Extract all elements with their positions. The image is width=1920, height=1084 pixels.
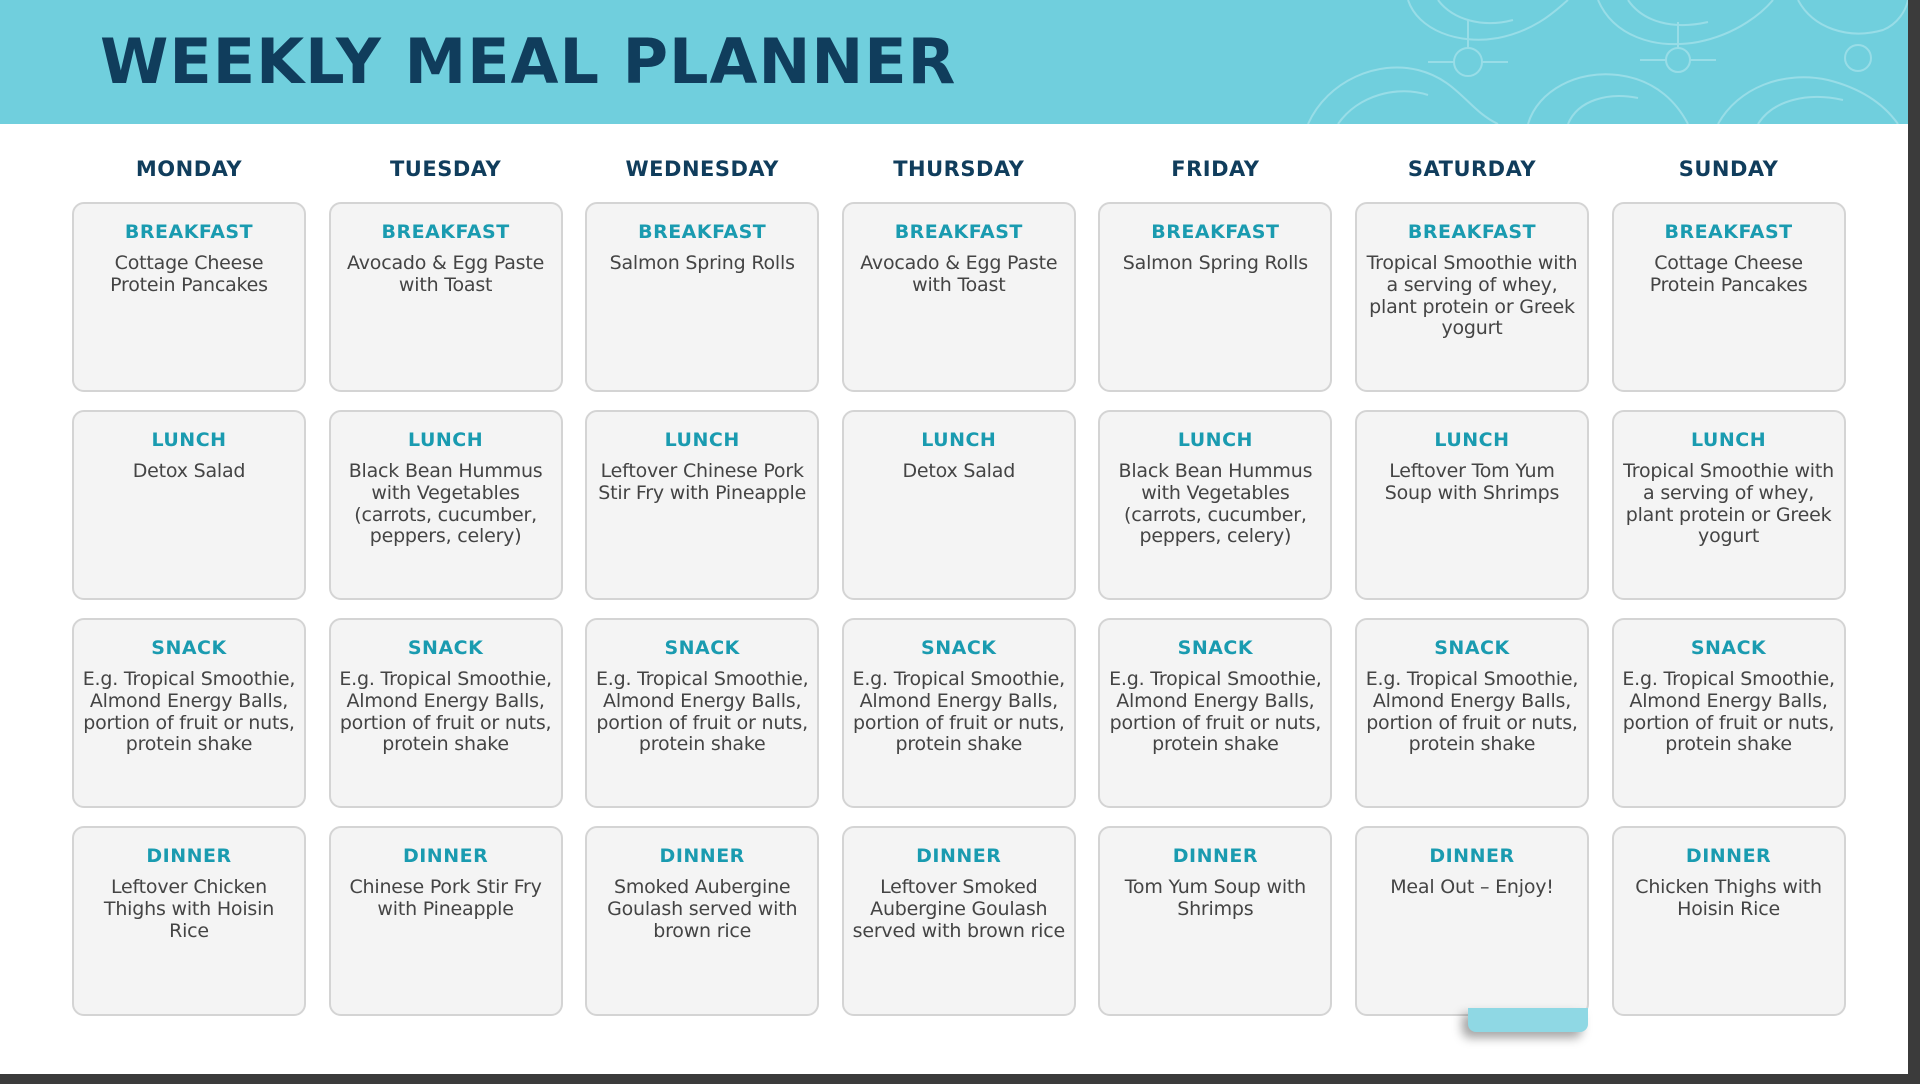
day-heading: SUNDAY (1678, 157, 1779, 181)
meal-card-breakfast (1355, 202, 1589, 392)
meal-label: DINNER (1429, 845, 1515, 867)
meal-card-snack (842, 618, 1076, 808)
meal-description: E.g. Tropical Smoothie, Almond Energy Balls, portion of fruit or nuts, protein shake (595, 668, 809, 756)
meal-card-dinner (72, 826, 306, 1016)
meal-description: Salmon Spring Rolls (1122, 252, 1308, 274)
meal-card-breakfast (1612, 202, 1846, 392)
meal-label: BREAKFAST (1151, 221, 1280, 243)
day-heading: FRIDAY (1171, 157, 1260, 181)
meal-grid (72, 154, 1844, 1034)
meal-description: Cottage Cheese Protein Pancakes (110, 252, 268, 296)
meal-description: Black Bean Hummus with Vegetables (carrots, cucumber, peppers, celery) (348, 460, 543, 548)
day-column-sunday (1612, 154, 1846, 1034)
meal-label: LUNCH (151, 429, 227, 451)
meal-description: E.g. Tropical Smoothie, Almond Energy Balls, portion of fruit or nuts, protein shake (82, 668, 296, 756)
meal-description: Detox Salad (132, 460, 246, 482)
day-column-monday (72, 154, 306, 1034)
meal-card-dinner (842, 826, 1076, 1016)
meal-label: SNACK (407, 637, 484, 659)
meal-description: E.g. Tropical Smoothie, Almond Energy Balls, portion of fruit or nuts, protein shake (339, 668, 552, 756)
meal-description: Smoked Aubergine Goulash served with brown rice (607, 876, 798, 942)
meal-label: BREAKFAST (1664, 221, 1793, 243)
meal-label: DINNER (402, 845, 489, 867)
meal-card-breakfast (1098, 202, 1332, 392)
meal-card-lunch (1612, 410, 1846, 600)
meal-label: SNACK (1177, 637, 1254, 659)
meal-label: LUNCH (664, 429, 740, 451)
meal-card-dinner (1612, 826, 1846, 1016)
meal-description: Chinese Pork Stir Fry with Pineapple (349, 876, 542, 920)
meal-label: LUNCH (1434, 429, 1510, 451)
meal-label: BREAKFAST (1407, 221, 1537, 243)
meal-card-dinner (585, 826, 819, 1016)
meal-description: Detox Salad (902, 460, 1016, 482)
day-heading: THURSDAY (893, 157, 1025, 181)
meal-description: Salmon Spring Rolls (609, 252, 795, 274)
meal-card-breakfast (842, 202, 1076, 392)
meal-label: DINNER (659, 845, 745, 867)
meal-card-lunch (329, 410, 563, 600)
day-heading: MONDAY (135, 157, 243, 181)
meal-description: Leftover Chicken Thighs with Hoisin Rice (103, 876, 275, 942)
page-curl-tab (1468, 1008, 1588, 1032)
meal-label: SNACK (921, 637, 997, 659)
meal-description: E.g. Tropical Smoothie, Almond Energy Balls, portion of fruit or nuts, protein shake (1109, 668, 1322, 756)
meal-card-snack (329, 618, 563, 808)
meal-label: BREAKFAST (124, 221, 254, 243)
meal-label: DINNER (1172, 845, 1258, 867)
meal-label: LUNCH (408, 429, 484, 451)
meal-description: Tom Yum Soup with Shrimps (1124, 876, 1307, 920)
meal-card-snack (585, 618, 819, 808)
meal-label: DINNER (1685, 845, 1772, 867)
meal-description: Meal Out – Enjoy! (1390, 876, 1554, 898)
meal-card-lunch (1355, 410, 1589, 600)
header-banner (0, 0, 1908, 124)
meal-label: BREAKFAST (894, 221, 1023, 243)
meal-card-breakfast (329, 202, 563, 392)
meal-label: DINNER (916, 845, 1002, 867)
meal-label: BREAKFAST (381, 221, 510, 243)
meal-card-breakfast (585, 202, 819, 392)
meal-card-lunch (72, 410, 306, 600)
day-column-saturday (1355, 154, 1589, 1034)
meal-description: E.g. Tropical Smoothie, Almond Energy Balls, portion of fruit or nuts, protein shake (1622, 668, 1835, 756)
day-column-tuesday (329, 154, 563, 1034)
meal-card-dinner (1355, 826, 1589, 1016)
meal-description: E.g. Tropical Smoothie, Almond Energy Balls, portion of fruit or nuts, protein shake (1365, 668, 1579, 756)
day-heading: WEDNESDAY (625, 157, 779, 181)
leaf-pattern-icon (1268, 0, 1908, 124)
meal-description: Leftover Chinese Pork Stir Fry with Pineapple (598, 460, 807, 504)
meal-description: Cottage Cheese Protein Pancakes (1649, 252, 1808, 296)
meal-description: E.g. Tropical Smoothie, Almond Energy Balls, portion of fruit or nuts, protein shake (852, 668, 1066, 756)
meal-label: SNACK (664, 637, 740, 659)
meal-label: SNACK (151, 637, 227, 659)
meal-label: SNACK (1434, 637, 1510, 659)
day-heading: SATURDAY (1407, 157, 1537, 181)
day-column-wednesday (585, 154, 819, 1034)
meal-label: DINNER (146, 845, 232, 867)
meal-card-lunch (585, 410, 819, 600)
meal-description: Leftover Smoked Aubergine Goulash served with brown rice (852, 876, 1065, 942)
meal-label: LUNCH (1177, 429, 1253, 451)
meal-card-snack (1612, 618, 1846, 808)
page-title: WEEKLY MEAL PLANNER (100, 25, 957, 98)
meal-card-breakfast (72, 202, 306, 392)
meal-label: BREAKFAST (638, 221, 767, 243)
meal-card-dinner (329, 826, 563, 1016)
meal-label: SNACK (1690, 637, 1767, 659)
meal-label: LUNCH (1691, 429, 1767, 451)
meal-card-snack (1355, 618, 1589, 808)
day-heading: TUESDAY (389, 157, 502, 181)
meal-description: Chicken Thighs with Hoisin Rice (1635, 876, 1822, 920)
meal-label: LUNCH (921, 429, 997, 451)
meal-description: Tropical Smoothie with a serving of whey, plant protein or Greek yogurt (1366, 252, 1578, 340)
meal-description: Avocado & Egg Paste with Toast (347, 252, 545, 296)
meal-card-snack (1098, 618, 1332, 808)
day-column-thursday (842, 154, 1076, 1034)
day-column-friday (1098, 154, 1332, 1034)
meal-description: Tropical Smoothie with a serving of whey, plant protein or Greek yogurt (1623, 460, 1834, 548)
meal-description: Avocado & Egg Paste with Toast (860, 252, 1058, 296)
meal-description: Black Bean Hummus with Vegetables (carrots, cucumber, peppers, celery) (1118, 460, 1313, 548)
meal-description: Leftover Tom Yum Soup with Shrimps (1384, 460, 1560, 504)
meal-card-snack (72, 618, 306, 808)
meal-card-lunch (1098, 410, 1332, 600)
meal-card-lunch (842, 410, 1076, 600)
meal-card-dinner (1098, 826, 1332, 1016)
